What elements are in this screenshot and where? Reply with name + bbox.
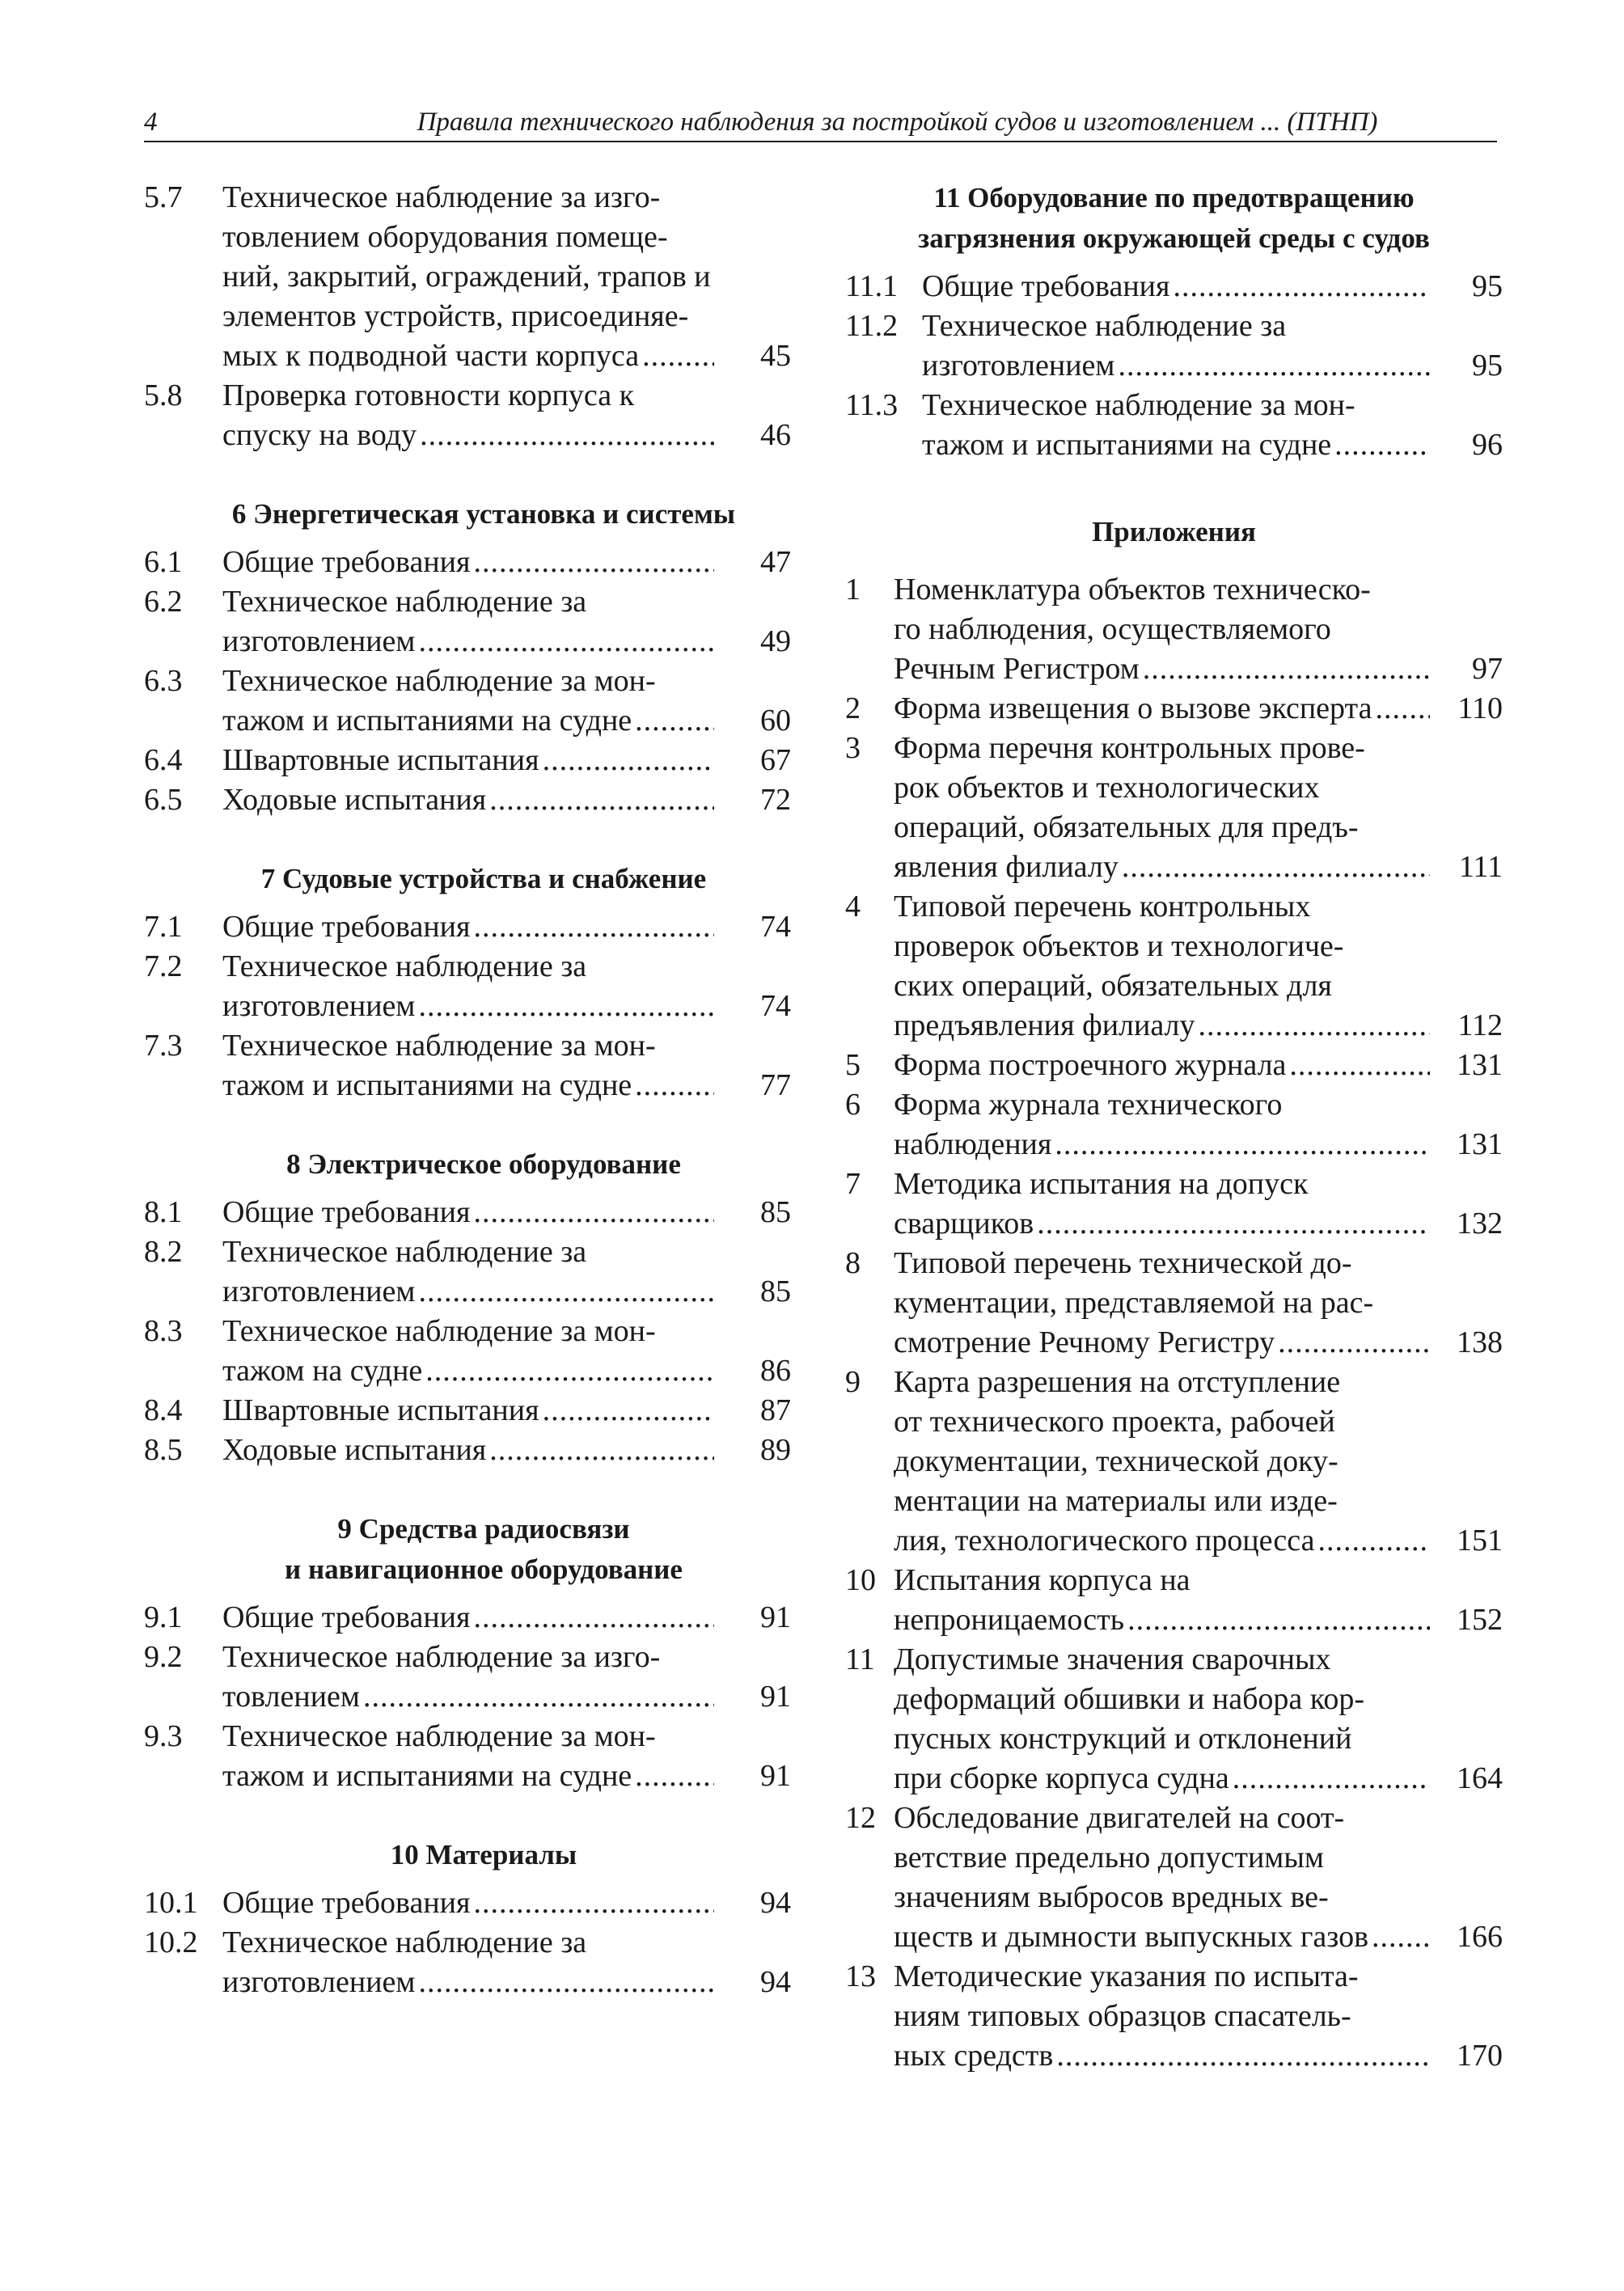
toc-entry[interactable]: [144, 1638, 791, 1717]
toc-section: [144, 1598, 791, 1796]
toc-page-number: 94: [760, 1886, 791, 1920]
toc-entry-text: тажом и испытаниями на судне: [222, 1759, 632, 1793]
dot-leader: [418, 622, 714, 662]
toc-entry-number: 8.1: [144, 1195, 183, 1229]
toc-entry-text: Проверка готовности корпуса к: [222, 378, 635, 412]
toc-entry-text: значениям выбросов вредных ве-: [894, 1880, 1329, 1914]
toc-entry-title: [922, 386, 1430, 465]
toc-entry-number: 6.5: [144, 783, 183, 817]
toc-entry-text: товлением: [222, 1680, 360, 1714]
toc-entry[interactable]: [144, 1923, 791, 2002]
toc-entry[interactable]: [144, 1717, 791, 1796]
toc-page-number: 49: [760, 624, 791, 658]
toc-page-number: 95: [1472, 349, 1503, 383]
toc-entry-number: 7.3: [144, 1029, 183, 1063]
dot-leader: [418, 1963, 714, 2002]
toc-entry-title: [222, 543, 714, 582]
toc-entry-number: 8.5: [144, 1433, 183, 1467]
toc-entry-text: тажом на судне: [222, 1354, 423, 1388]
dot-leader: [473, 907, 714, 947]
toc-entry-title: [894, 1799, 1430, 1957]
toc-entry-text: Общие требования: [222, 1195, 471, 1229]
toc-entry[interactable]: [144, 907, 791, 947]
toc-entry[interactable]: [845, 1799, 1503, 1957]
dot-leader: [420, 416, 714, 455]
dot-leader: [1056, 2036, 1430, 2076]
toc-entry-text: элементов устройств, присоединяе-: [222, 299, 689, 333]
toc-entry-text: лия, технологического процесса: [894, 1524, 1315, 1558]
toc-entry-text: Общие требования: [222, 545, 471, 579]
toc-page-number: 87: [760, 1393, 791, 1427]
toc-entry-number: 9.1: [144, 1600, 183, 1634]
toc-entry-text: Техническое наблюдение за мон-: [222, 1029, 656, 1063]
toc-entry-title: [222, 780, 714, 820]
section-title: 11 Оборудование по предотвращению: [933, 182, 1415, 213]
toc-section: [845, 267, 1503, 465]
toc-page-number: 111: [1458, 850, 1503, 884]
toc-entry-text: деформаций обшивки и набора кор-: [894, 1682, 1364, 1716]
toc-entry-text: пусных конструкций и отклонений: [894, 1722, 1352, 1756]
toc-page-number: 74: [760, 910, 791, 944]
dot-leader: [425, 1351, 714, 1391]
dot-leader: [473, 543, 714, 582]
toc-page-number: 72: [760, 783, 791, 817]
toc-entry-number: 6.2: [144, 585, 183, 619]
toc-entry-title: [222, 662, 714, 741]
toc-entry-text: Техническое наблюдение за мон-: [222, 664, 656, 698]
toc-entry-number: 6.3: [144, 664, 183, 698]
dot-leader: [1289, 1046, 1430, 1085]
dot-leader: [543, 741, 714, 780]
toc-entry[interactable]: [845, 729, 1503, 887]
toc-entry-text: кументации, представляемой на рас-: [894, 1286, 1374, 1320]
dot-leader: [489, 1431, 714, 1470]
toc-entry-text: Швартовные испытания: [222, 743, 539, 777]
dot-leader: [489, 780, 714, 820]
toc-page-number: 112: [1457, 1008, 1503, 1042]
toc-entry-number: 10: [845, 1563, 876, 1597]
toc-entry[interactable]: [144, 543, 791, 582]
dot-leader: [635, 701, 714, 741]
toc-entry-text: Техническое наблюдение за: [222, 1925, 587, 1959]
toc-entry-title: [222, 582, 714, 662]
toc-page-number: 85: [760, 1195, 791, 1229]
dot-leader: [1127, 1600, 1430, 1640]
dot-leader: [1317, 1521, 1430, 1561]
dot-leader: [1173, 267, 1430, 306]
toc-entry-number: 5: [845, 1048, 861, 1082]
section-title: Приложения: [1092, 516, 1256, 547]
toc-entry-text: ветствие предельно допустимым: [894, 1841, 1324, 1875]
toc-entry-number: 13: [845, 1959, 876, 1993]
dot-leader: [635, 1066, 714, 1105]
toc-entry-text: операций, обязательных для предъ-: [894, 810, 1359, 844]
toc-entry[interactable]: [845, 1640, 1503, 1799]
toc-page-number: 131: [1457, 1127, 1503, 1161]
toc-section: [845, 570, 1503, 2076]
toc-entry-title: [222, 1883, 714, 1923]
toc-entry-number: 8.4: [144, 1393, 183, 1427]
toc-entry-text: Ходовые испытания: [222, 1433, 487, 1467]
section-title: 10 Материалы: [390, 1839, 577, 1870]
toc-entry-title: [922, 306, 1430, 386]
toc-entry-text: от технического проекта, рабочей: [894, 1405, 1335, 1439]
toc-entry-text: документации, технической доку-: [894, 1444, 1339, 1478]
toc-entry-number: 6.1: [144, 545, 183, 579]
toc-entry-text: Методика испытания на допуск: [894, 1167, 1309, 1201]
toc-entry-text: ниям типовых образцов спасатель-: [894, 1999, 1351, 2033]
toc-entry[interactable]: [845, 306, 1503, 386]
toc-entry-text: Техническое наблюдение за изго-: [222, 1640, 661, 1674]
toc-entry-text: Форма журнала технического: [894, 1088, 1283, 1122]
dot-leader: [543, 1391, 714, 1431]
toc-entry[interactable]: [144, 1193, 791, 1232]
toc-entry-text: тажом и испытаниями на судне: [222, 1068, 632, 1102]
dot-leader: [1199, 1006, 1430, 1046]
toc-page-number: 95: [1472, 269, 1503, 303]
toc-entry-text: Общие требования: [222, 910, 471, 944]
toc-page-number: 45: [760, 339, 791, 373]
toc-entry-number: 5.8: [144, 378, 183, 412]
toc-entry[interactable]: [845, 1085, 1503, 1165]
toc-entry-number: 1: [845, 573, 861, 607]
toc-section: [144, 1883, 791, 2002]
toc-entry-number: 9.2: [144, 1640, 183, 1674]
dot-leader: [1334, 425, 1430, 465]
toc-entry-title: [222, 1193, 714, 1232]
toc-page-number: 77: [760, 1068, 791, 1102]
toc-entry-title: [222, 947, 714, 1026]
dot-leader: [1118, 346, 1430, 386]
toc-page-number: 89: [760, 1433, 791, 1467]
toc-entry-text: Типовой перечень технической до-: [894, 1246, 1352, 1280]
toc-entry-number: 9.3: [144, 1719, 183, 1753]
toc-entry-number: 11.2: [845, 309, 899, 343]
toc-entry-text: Швартовные испытания: [222, 1393, 539, 1427]
toc-entry-text: Методические указания по испыта-: [894, 1959, 1359, 1993]
toc-entry-text: Ходовые испытания: [222, 783, 487, 817]
toc-page-number: 166: [1457, 1920, 1503, 1954]
toc-entry-title: [894, 1957, 1430, 2076]
toc-entry-title: [894, 887, 1430, 1046]
toc-entry-title: [222, 1717, 714, 1796]
toc-entry[interactable]: [144, 1598, 791, 1638]
toc-entry-text: Общие требования: [922, 269, 1170, 303]
toc-entry-text: Речным Регистром: [894, 652, 1140, 686]
dot-leader: [1055, 1125, 1430, 1165]
toc-entry-text: ных средств: [894, 2039, 1054, 2073]
toc-page-number: 170: [1457, 2039, 1503, 2073]
toc-entry[interactable]: [144, 947, 791, 1026]
toc-entry-text: при сборке корпуса судна: [894, 1761, 1229, 1795]
toc-entry-text: ний, закрытий, ограждений, трапов и: [222, 260, 711, 294]
toc-entry-number: 11.3: [845, 388, 899, 422]
toc-page-number: 131: [1457, 1048, 1503, 1082]
toc-entry-title: [222, 907, 714, 947]
toc-section: [144, 1193, 791, 1470]
toc-entry-number: 11: [845, 1642, 875, 1676]
toc-entry-number: 7.2: [144, 949, 183, 983]
toc-page-number: 60: [760, 704, 791, 738]
page-number: 4: [144, 108, 158, 137]
toc-entry-number: 8.2: [144, 1235, 183, 1269]
toc-page-number: 138: [1457, 1325, 1503, 1359]
toc-entry-text: мых к подводной части корпуса: [222, 339, 640, 373]
section-title: загрязнения окружающей среды с судов: [918, 222, 1430, 254]
toc-entry-title: [894, 570, 1430, 689]
toc-entry-title: [894, 1640, 1430, 1799]
toc-entry[interactable]: [144, 741, 791, 780]
toc-entry[interactable]: [845, 1561, 1503, 1640]
toc-entry-text: Общие требования: [222, 1600, 471, 1634]
toc-entry[interactable]: [144, 1431, 791, 1470]
toc-entry[interactable]: [144, 1312, 791, 1391]
toc-entry-number: 12: [845, 1801, 876, 1835]
dot-leader: [418, 1272, 714, 1312]
toc-entry-title: [222, 1598, 714, 1638]
toc-entry-text: Техническое наблюдение за: [922, 309, 1287, 343]
toc-entry[interactable]: [144, 1232, 791, 1312]
toc-entry[interactable]: [845, 267, 1503, 306]
toc-page-number: 47: [760, 545, 791, 579]
toc-entry-text: Техническое наблюдение за изго-: [222, 180, 661, 214]
toc-page-number: 132: [1457, 1207, 1503, 1241]
dot-leader: [1372, 1917, 1430, 1957]
toc-section: [144, 178, 791, 455]
toc-page-number: 110: [1457, 691, 1503, 725]
toc-left-column: [144, 178, 791, 2002]
toc-section: [144, 543, 791, 820]
section-title: 9 Средства радиосвязи: [337, 1513, 630, 1545]
toc-right-column: [845, 178, 1503, 465]
toc-entry[interactable]: [144, 780, 791, 820]
toc-entry-text: Техническое наблюдение за: [222, 949, 587, 983]
toc-page-number: 94: [760, 1965, 791, 1999]
dot-leader: [473, 1598, 714, 1638]
toc-entry-text: рок объектов и технологических: [894, 771, 1320, 805]
toc-entry[interactable]: [144, 376, 791, 455]
toc-entry-number: 10.2: [144, 1925, 198, 1959]
running-header: [144, 108, 1497, 142]
toc-entry-number: 8.3: [144, 1314, 183, 1348]
dot-leader: [1376, 689, 1431, 729]
toc-entry-title: [222, 1232, 714, 1312]
toc-entry[interactable]: [845, 887, 1503, 1046]
toc-appendices: [845, 512, 1503, 2076]
toc-page-number: 67: [760, 743, 791, 777]
toc-entry-text: Техническое наблюдение за: [222, 1235, 587, 1269]
toc-entry-text: Техническое наблюдение за мон-: [922, 388, 1355, 422]
dot-leader: [642, 336, 714, 376]
toc-entry-title: [894, 1046, 1430, 1085]
dot-leader: [418, 987, 714, 1026]
dot-leader: [1037, 1204, 1430, 1244]
toc-page-number: 91: [760, 1600, 791, 1634]
toc-entry-text: смотрение Речному Регистру: [894, 1325, 1275, 1359]
toc-entry-number: 4: [845, 890, 861, 924]
dot-leader: [473, 1883, 714, 1923]
toc-page-number: 91: [760, 1680, 791, 1714]
toc-entry-text: Форма построечного журнала: [894, 1048, 1287, 1082]
toc-entry-number: 5.7: [144, 180, 183, 214]
toc-entry-number: 10.1: [144, 1886, 198, 1920]
toc-entry-title: [922, 267, 1430, 306]
toc-entry-number: 2: [845, 691, 861, 725]
toc-entry-title: [222, 1312, 714, 1391]
toc-entry[interactable]: [144, 582, 791, 662]
toc-entry-number: 11.1: [845, 269, 899, 303]
toc-entry-text: ских операций, обязательных для: [894, 969, 1332, 1003]
toc-entry-title: [894, 1085, 1430, 1165]
toc-entry[interactable]: [845, 386, 1503, 465]
toc-entry[interactable]: [845, 1363, 1503, 1561]
toc-entry[interactable]: [845, 1165, 1503, 1244]
toc-entry-text: изготовлением: [222, 989, 416, 1023]
toc-entry-text: спуску на воду: [222, 418, 417, 452]
toc-entry-title: [222, 178, 714, 376]
toc-section: [144, 907, 791, 1105]
toc-entry-number: 8: [845, 1246, 861, 1280]
toc-entry-title: [894, 1165, 1430, 1244]
toc-entry-text: го наблюдения, осуществляемого: [894, 612, 1331, 646]
toc-entry-text: ментации на материалы или изде-: [894, 1484, 1338, 1518]
toc-entry-text: товлением оборудования помеще-: [222, 220, 668, 254]
toc-entry-text: Техническое наблюдение за мон-: [222, 1719, 656, 1753]
toc-entry-title: [894, 1561, 1430, 1640]
toc-entry-text: изготовлением: [922, 349, 1115, 383]
toc-page-number: 74: [760, 989, 791, 1023]
toc-page-number: 85: [760, 1274, 791, 1308]
toc-entry-text: тажом и испытаниями на судне: [922, 428, 1332, 462]
toc-page-number: 97: [1472, 652, 1503, 686]
toc-entry-title: [894, 1363, 1430, 1561]
toc-entry-number: 6: [845, 1088, 861, 1122]
toc-entry-title: [894, 689, 1430, 729]
dot-leader: [1278, 1323, 1430, 1363]
toc-entry[interactable]: [845, 1244, 1503, 1363]
toc-entry-text: сварщиков: [894, 1207, 1034, 1241]
section-title: и навигационное оборудование: [285, 1553, 683, 1585]
toc-entry[interactable]: [144, 1391, 791, 1431]
toc-entry-title: [222, 741, 714, 780]
toc-entry-text: Техническое наблюдение за: [222, 585, 587, 619]
dot-leader: [363, 1677, 714, 1717]
toc-entry[interactable]: [144, 1026, 791, 1105]
running-title: Правила технического наблюдения за постройкой судов и изготовлением ... (ПТНП): [417, 108, 1378, 137]
toc-entry-text: проверок объектов и технологиче-: [894, 929, 1344, 963]
section-title: 6 Энергетическая установка и системы: [231, 498, 736, 530]
dot-leader: [635, 1756, 714, 1796]
toc-entry-text: Испытания корпуса на: [894, 1563, 1191, 1597]
toc-entry-title: [222, 1026, 714, 1105]
toc-entry-number: 6.4: [144, 743, 183, 777]
toc-page-number: 152: [1457, 1603, 1503, 1637]
toc-entry-text: Общие требования: [222, 1886, 471, 1920]
toc-entry-text: Обследование двигателей на соот-: [894, 1801, 1345, 1835]
toc-entry-text: предъявления филиалу: [894, 1008, 1195, 1042]
toc-page-number: 46: [760, 418, 791, 452]
toc-entry[interactable]: [144, 662, 791, 741]
toc-entry[interactable]: [144, 1883, 791, 1923]
toc-entry-text: явления филиалу: [894, 850, 1119, 884]
toc-entry-text: тажом и испытаниями на судне: [222, 704, 632, 738]
toc-entry-title: [222, 1431, 714, 1470]
dot-leader: [1143, 649, 1430, 689]
dot-leader: [473, 1193, 714, 1232]
toc-entry-number: 7.1: [144, 910, 183, 944]
toc-page-number: 91: [760, 1759, 791, 1793]
toc-entry-text: Карта разрешения на отступление: [894, 1365, 1341, 1399]
toc-entry-number: 3: [845, 731, 861, 765]
toc-page-number: 96: [1472, 428, 1503, 462]
toc-entry-text: Типовой перечень контрольных: [894, 890, 1311, 924]
toc-entry[interactable]: [845, 1957, 1503, 2076]
toc-entry-number: 9: [845, 1365, 861, 1399]
toc-entry-text: Допустимые значения сварочных: [894, 1642, 1331, 1676]
toc-entry-title: [222, 1638, 714, 1717]
section-title: 8 Электрическое оборудование: [286, 1148, 681, 1180]
toc-entry-title: [222, 1391, 714, 1431]
toc-entry-title: [222, 376, 714, 455]
toc-entry[interactable]: [845, 1046, 1503, 1085]
toc-entry-text: Номенклатура объектов техническо-: [894, 573, 1371, 607]
toc-entry-text: непроницаемость: [894, 1603, 1125, 1637]
toc-entry-text: изготовлением: [222, 1274, 416, 1308]
dot-leader: [1122, 848, 1430, 887]
toc-entry[interactable]: [144, 178, 791, 376]
toc-page-number: 151: [1457, 1524, 1503, 1558]
toc-entry-text: наблюдения: [894, 1127, 1052, 1161]
toc-entry-text: ществ и дымности выпускных газов: [894, 1920, 1369, 1954]
toc-page-number: 86: [760, 1354, 791, 1388]
toc-entry-text: Форма перечня контрольных прове-: [894, 731, 1365, 765]
toc-entry[interactable]: [845, 570, 1503, 689]
toc-entry-text: Техническое наблюдение за мон-: [222, 1314, 656, 1348]
toc-entry-title: [222, 1923, 714, 2002]
toc-entry-title: [894, 1244, 1430, 1363]
toc-entry[interactable]: [845, 689, 1503, 729]
toc-entry-text: изготовлением: [222, 624, 416, 658]
toc-entry-text: Форма извещения о вызове эксперта: [894, 691, 1372, 725]
dot-leader: [1233, 1759, 1430, 1799]
section-title: 7 Судовые устройства и снабжение: [260, 863, 707, 894]
toc-entry-text: изготовлением: [222, 1965, 416, 1999]
toc-entry-number: 7: [845, 1167, 861, 1201]
toc-page-number: 164: [1457, 1761, 1503, 1795]
toc-entry-title: [894, 729, 1430, 887]
